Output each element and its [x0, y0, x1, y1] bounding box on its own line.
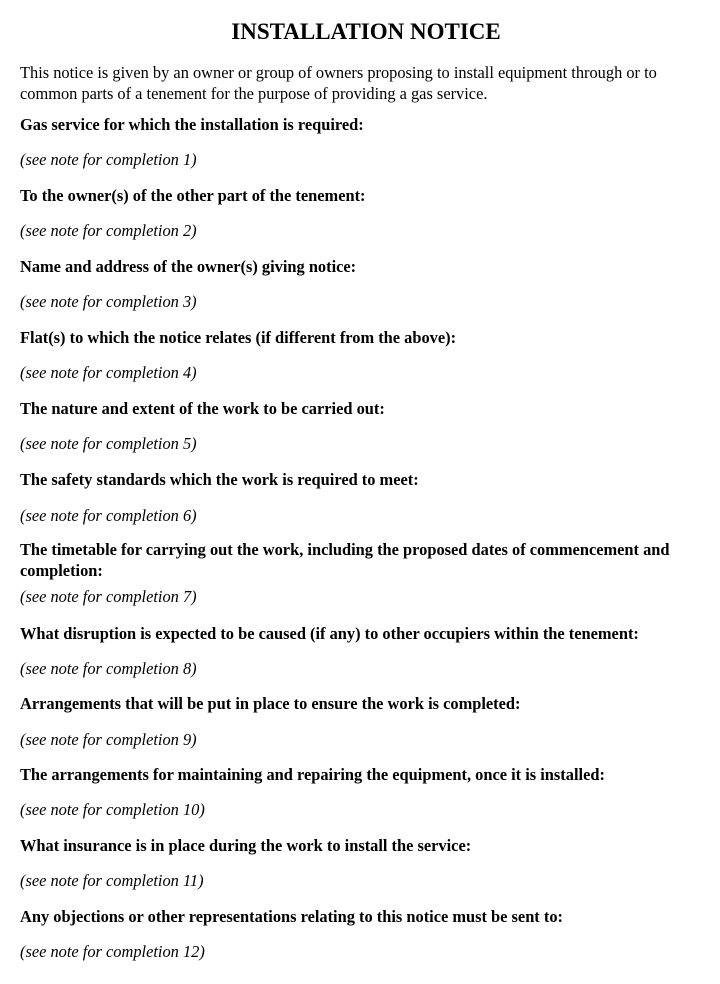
section-8-heading: What disruption is expected to be caused (if any) to other occupiers within the tenement: — [20, 624, 639, 643]
section-11-heading: What insurance is in place during the work to install the service: — [20, 836, 472, 855]
section-12-heading: Any objections or other representations relating to this notice must be sent to: — [20, 907, 563, 926]
section-6-heading: The safety standards which the work is required to meet: — [20, 470, 419, 489]
section-1-note: (see note for completion 1) — [20, 150, 197, 169]
section-8-note: (see note for completion 8) — [20, 659, 197, 678]
section-7-heading: The timetable for carrying out the work, including the proposed dates of commencement and completion: — [20, 540, 670, 580]
section-4-note: (see note for completion 4) — [20, 363, 197, 382]
section-1-heading: Gas service for which the installation is required: — [20, 115, 364, 134]
intro-paragraph: This notice is given by an owner or group of owners proposing to install equipment through or to common parts of a tenement for the purpose of providing a gas service. — [20, 63, 657, 103]
section-6-note: (see note for completion 6) — [20, 506, 197, 525]
section-2-note: (see note for completion 2) — [20, 221, 197, 240]
page-title: INSTALLATION NOTICE — [231, 19, 501, 44]
section-12-note: (see note for completion 12) — [20, 942, 205, 961]
section-9-heading: Arrangements that will be put in place to ensure the work is completed: — [20, 694, 521, 713]
section-5-note: (see note for completion 5) — [20, 434, 197, 453]
section-10-heading: The arrangements for maintaining and repairing the equipment, once it is installed: — [20, 765, 605, 784]
section-3-note: (see note for completion 3) — [20, 292, 197, 311]
section-11-note: (see note for completion 11) — [20, 871, 204, 890]
section-3-heading: Name and address of the owner(s) giving notice: — [20, 257, 357, 276]
section-9-note: (see note for completion 9) — [20, 730, 197, 749]
section-7-note: (see note for completion 7) — [20, 587, 197, 606]
section-2-heading: To the owner(s) of the other part of the tenement: — [20, 186, 366, 205]
section-10-note: (see note for completion 10) — [20, 800, 205, 819]
section-5-heading: The nature and extent of the work to be carried out: — [20, 399, 385, 418]
section-4-heading: Flat(s) to which the notice relates (if different from the above): — [20, 328, 457, 347]
